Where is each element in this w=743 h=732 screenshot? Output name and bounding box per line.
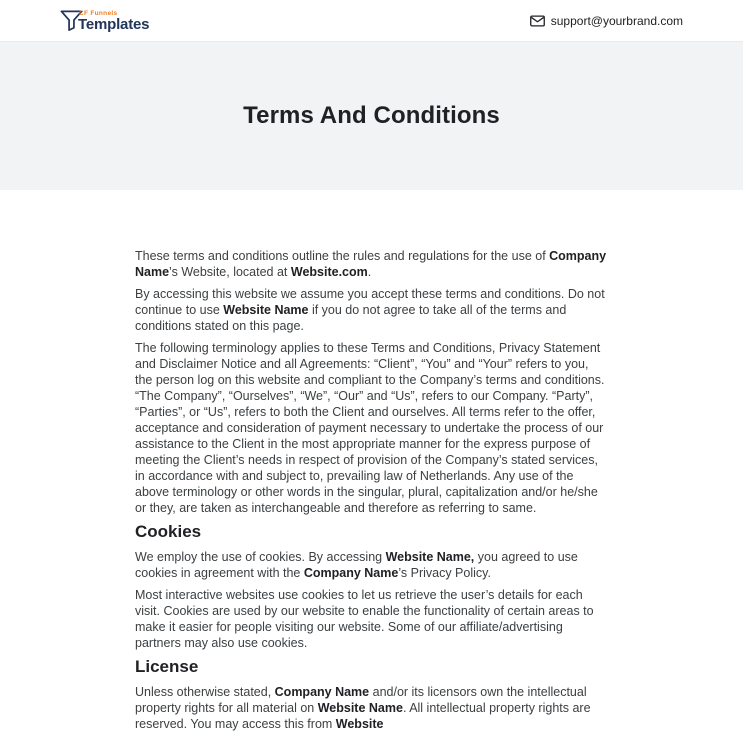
brand-logo[interactable] — [58, 7, 149, 34]
section-heading-license: License — [135, 657, 199, 676]
page-title: Terms And Conditions — [243, 102, 500, 129]
intro-paragraph-2: By accessing this website we assume you accept these terms and conditions. Do not continue to use Website Name if you do not agree to take all of the terms and conditions stated on this page. — [135, 287, 605, 333]
intro-paragraph-1: These terms and conditions outline the rules and regulations for the use of Company Name’s Website, located at Website.com. — [135, 249, 607, 279]
cookies-paragraph-2: Most interactive websites use cookies to let us retrieve the user’s details for each visit. Cookies are used by our website to enable the functionality of certain areas to make it easier for people visiting our website. Some of our affiliate/advertising partners may also use cookies. — [135, 588, 594, 650]
hero-banner — [0, 42, 743, 190]
license-paragraph-1: Unless otherwise stated, Company Name and/or its licensors own the intellectual property rights for all material on Website Name. All intellectual property rights are reserved. You may access this from Website — [135, 685, 591, 731]
brand-name — [78, 10, 149, 32]
support-email-text: support@yourbrand.com — [550, 13, 683, 28]
cookies-paragraph-1: We employ the use of cookies. By accessing Website Name, you agreed to use cookies in agreement with the Company Name’s Privacy Policy. — [135, 550, 578, 580]
brand-name-bottom: Templates — [78, 16, 150, 33]
terminology-paragraph: The following terminology applies to these Terms and Conditions, Privacy Statement and Disclaimer Notice and all Agreements: “Client”, “You” and “Your” refers to you, the person log on this website and compliant to the Company’s terms and conditions. “The Company”, “Ourselves”, “We”, “Our” and “Us”, refers to our Company. “Party”, “Parties”, or “Us”, refers to both the Client and ourselves. All terms refer to the offer, acceptance and consideration of payment necessary to undertake the process of our assistance to the Client in the most appropriate manner for the express purpose of meeting the Client’s needs in respect of provision of the Company’s stated services, in accordance with and subject to, prevailing law of Netherlands. Any use of the above terminology or other words in the singular, plural, capitalization and/or he/she or they, are taken as interchangeable and therefore as referring to same. — [135, 341, 605, 515]
email-icon — [530, 15, 545, 27]
brand-name-top: CF Funnels — [79, 10, 118, 17]
site-header — [0, 0, 743, 42]
terms-content — [135, 190, 608, 732]
support-email-link[interactable] — [530, 14, 683, 28]
section-heading-cookies: Cookies — [135, 522, 202, 541]
